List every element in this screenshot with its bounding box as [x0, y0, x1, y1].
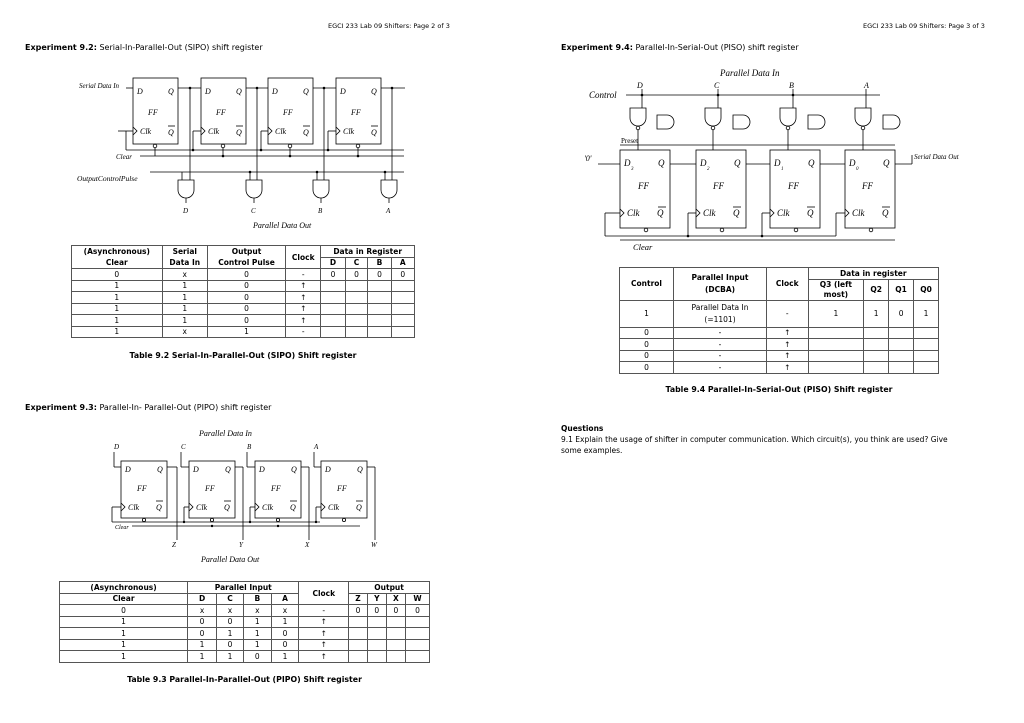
table-cell — [367, 628, 386, 640]
table-cell: 0 — [620, 350, 674, 362]
table-cell: 1 — [271, 651, 299, 663]
pipo-ff3-q: Q — [291, 465, 297, 474]
piso-ff2-ff: FF — [713, 181, 724, 191]
t94-h-q3-1: Q3 (left — [819, 279, 852, 289]
t93-h-x: X — [386, 593, 405, 605]
t94-r1-q0: 1 — [914, 300, 939, 327]
table-cell — [367, 639, 386, 651]
sipo-serial-in-label: Serial Data In — [79, 82, 120, 90]
piso-ff2-clk: Clk — [703, 208, 716, 218]
sipo-output-d: D — [183, 207, 189, 215]
table-cell — [349, 639, 368, 651]
table-cell: 0 — [188, 628, 217, 640]
pipo-input-c: C — [181, 443, 186, 451]
table-cell — [808, 350, 864, 362]
table-cell — [864, 339, 889, 351]
sipo-ff2-ff: FF — [216, 108, 226, 117]
table-cell — [406, 651, 430, 663]
table-cell: 0 — [349, 605, 368, 617]
sipo-ff2-clk: Clk — [208, 127, 220, 136]
table-cell: - — [674, 362, 767, 374]
pipo-ff3-clk: Clk — [262, 503, 274, 512]
table-cell: 0 — [217, 616, 244, 628]
pipo-input-b: B — [247, 443, 252, 451]
table-cell: x — [244, 605, 272, 617]
pipo-ff2-qbar: Q — [224, 503, 230, 512]
t94-h-control: Control — [620, 268, 674, 301]
table-row — [60, 651, 430, 663]
table-cell — [386, 628, 405, 640]
t94-caption: Table 9.4 Parallel-In-Serial-Out (PISO) Shift register — [665, 385, 893, 394]
table-cell: 1 — [271, 616, 299, 628]
table-cell: x — [162, 326, 207, 338]
table-cell — [406, 639, 430, 651]
t94-r1-q2: 1 — [864, 300, 889, 327]
table-cell — [914, 327, 939, 339]
t93-h-b: B — [244, 593, 272, 605]
pipo-ff1-qbar: Q — [156, 503, 162, 512]
question-9-1: 9.1 Explain the usage of shifter in computer communication. Which circuit(s), you think are used? Give — [561, 435, 948, 444]
table-cell: 0 — [406, 605, 430, 617]
pipo-ff2-q: Q — [225, 465, 231, 474]
table-cell: 1 — [60, 628, 188, 640]
table-cell: - — [674, 327, 767, 339]
table-cell: 1 — [244, 616, 272, 628]
sipo-ff2-qbar: Q — [236, 128, 242, 137]
sipo-ff4-clk: Clk — [343, 127, 355, 136]
table-cell — [406, 628, 430, 640]
piso-ff2-d-sub: 2 — [707, 167, 710, 172]
table-cell: 0 — [207, 292, 285, 304]
pipo-ff1-clk: Clk — [128, 503, 140, 512]
sipo-caption: Parallel Data Out — [253, 221, 312, 230]
table-row — [620, 362, 939, 374]
table-cell: 1 — [60, 651, 188, 663]
pipo-ff1-d: D — [125, 465, 131, 474]
t94-h-data: Data in register — [808, 268, 938, 280]
pipo-ff3-d: D — [259, 465, 265, 474]
sipo-ff3-qbar: Q — [303, 128, 309, 137]
t92-h-serial-2: Data In — [169, 258, 201, 267]
table-cell: 1 — [217, 628, 244, 640]
table-row — [620, 300, 939, 327]
table-row — [60, 605, 430, 617]
piso-ff4-d: D — [849, 158, 856, 168]
t94-h-parallel-1: Parallel Input — [691, 272, 749, 282]
table-cell: ↑ — [286, 292, 321, 304]
sipo-ff3-d: D — [272, 87, 278, 96]
t92-h-clear-2: Clear — [105, 258, 128, 267]
sipo-ff4-ff: FF — [351, 108, 361, 117]
piso-ff4-clk: Clk — [852, 208, 865, 218]
t92-h-a: A — [391, 257, 414, 269]
table-cell — [349, 628, 368, 640]
table-cell — [367, 651, 386, 663]
piso-ff1-d: D — [624, 158, 631, 168]
pipo-ff2-d: D — [193, 465, 199, 474]
pipo-ff1-q: Q — [157, 465, 163, 474]
t92-h-data: Data in Register — [321, 246, 415, 258]
sipo-ff1-ff: FF — [148, 108, 158, 117]
pipo-input-d: D — [114, 443, 120, 451]
table-cell: - — [286, 326, 321, 338]
piso-ff2-q: Q — [734, 158, 741, 168]
t94-h-parallel-2: (DCBA) — [704, 284, 736, 294]
table-cell: 1 — [72, 292, 163, 304]
table-cell — [349, 651, 368, 663]
table-cell: 0 — [207, 269, 285, 281]
table-cell: 0 — [391, 269, 414, 281]
pipo-ff1-ff: FF — [137, 484, 147, 493]
table-row — [620, 339, 939, 351]
exp94-heading-label: Experiment 9.4: — [561, 43, 633, 52]
piso-control-label: Control — [589, 90, 617, 100]
table-cell — [808, 362, 864, 374]
table-cell: 0 — [72, 269, 163, 281]
piso-ff1-clk: Clk — [627, 208, 640, 218]
pipo-ff4-clk: Clk — [328, 503, 340, 512]
table-cell — [406, 616, 430, 628]
table-cell: 0 — [188, 616, 217, 628]
piso-preset-label: Preset — [621, 137, 639, 145]
sipo-output-b: B — [318, 207, 323, 215]
table-cell: 0 — [345, 269, 368, 281]
sipo-clear-label: Clear — [116, 153, 132, 161]
piso-ff4-q: Q — [883, 158, 890, 168]
table-cell: ↑ — [299, 616, 349, 628]
table-cell: 0 — [620, 339, 674, 351]
table-cell: 1 — [162, 303, 207, 315]
piso-ff1-q: Q — [658, 158, 665, 168]
table-cell — [914, 362, 939, 374]
pipo-clear-label: Clear — [115, 525, 129, 531]
table-cell: ↑ — [299, 628, 349, 640]
table-cell: - — [674, 350, 767, 362]
t92-h-clear-1: (Asynchronous) — [83, 247, 150, 256]
table-cell — [889, 327, 914, 339]
t92-h-output-2: Control Pulse — [218, 258, 275, 267]
page-header-right: EGCI 233 Lab 09 Shifters: Page 3 of 3 — [863, 22, 985, 30]
t94-r1-parallel-1: Parallel Data In — [691, 302, 749, 312]
t93-h-clock: Clock — [299, 582, 349, 605]
table-cell: x — [162, 269, 207, 281]
pipo-ff3-ff: FF — [271, 484, 281, 493]
piso-ff4-d-sub: 0 — [856, 167, 859, 172]
piso-ff3-ff: FF — [788, 181, 799, 191]
piso-ff1-d-sub: 3 — [631, 167, 634, 172]
table-cell: 1 — [60, 639, 188, 651]
table-cell: 1 — [60, 616, 188, 628]
exp92-heading-label: Experiment 9.2: — [25, 43, 97, 52]
table-cell — [386, 639, 405, 651]
t93-h-y: Y — [367, 593, 386, 605]
table-cell — [864, 350, 889, 362]
table-cell: 0 — [386, 605, 405, 617]
piso-ff2-d: D — [700, 158, 707, 168]
sipo-ff4-qbar: Q — [371, 128, 377, 137]
table-cell: ↑ — [767, 362, 809, 374]
t93-h-a: A — [271, 593, 299, 605]
piso-serial-out-label: Serial Data Out — [914, 153, 959, 161]
table-cell — [889, 362, 914, 374]
pipo-ff2-clk: Clk — [196, 503, 208, 512]
piso-ff3-q: Q — [808, 158, 815, 168]
table-cell: ↑ — [767, 350, 809, 362]
t93-h-d: D — [188, 593, 217, 605]
table-cell: ↑ — [299, 639, 349, 651]
table-cell — [889, 350, 914, 362]
table-cell: ↑ — [767, 327, 809, 339]
sipo-ff4-q: Q — [371, 87, 377, 96]
sipo-ff1-clk: Clk — [140, 127, 152, 136]
table-row — [60, 616, 430, 628]
pipo-output-x: X — [305, 541, 310, 549]
pipo-ff4-q: Q — [357, 465, 363, 474]
piso-ff3-clk: Clk — [777, 208, 790, 218]
table-cell: 0 — [60, 605, 188, 617]
pipo-ff4-qbar: Q — [356, 503, 362, 512]
piso-clear-label: Clear — [633, 242, 653, 252]
t92-caption: Table 9.2 Serial-In-Parallel-Out (SIPO) Shift register — [129, 351, 357, 360]
table-cell: 1 — [162, 292, 207, 304]
pipo-top-caption: Parallel Data In — [199, 429, 252, 438]
table-cell: 1 — [207, 326, 285, 338]
pipo-ff4-d: D — [325, 465, 331, 474]
t93-h-parallel: Parallel Input — [188, 582, 299, 594]
exp93-heading-text: Parallel-In- Parallel-Out (PIPO) shift register — [99, 403, 272, 412]
pipo-ff3-qbar: Q — [290, 503, 296, 512]
table-row — [620, 327, 939, 339]
piso-ff3-d: D — [774, 158, 781, 168]
table-cell — [808, 327, 864, 339]
table-cell — [367, 616, 386, 628]
sipo-output-control-label: OutputControlPulse — [77, 174, 138, 183]
piso-ff3-d-sub: 1 — [781, 167, 784, 172]
piso-input-d: D — [637, 81, 643, 90]
piso-input-a: A — [864, 81, 869, 90]
table-cell: 1 — [72, 303, 163, 315]
piso-zero-label: '0' — [584, 154, 592, 163]
pipo-output-w: W — [371, 541, 377, 549]
table-cell: 0 — [217, 639, 244, 651]
piso-ff2-qbar: Q — [733, 208, 740, 218]
pipo-output-z: Z — [172, 541, 176, 549]
table-cell: 0 — [207, 303, 285, 315]
table-cell: 0 — [368, 269, 391, 281]
table-cell: ↑ — [286, 315, 321, 327]
table-cell — [386, 651, 405, 663]
sipo-ff2-d: D — [205, 87, 211, 96]
table-9-3 — [59, 581, 430, 663]
table-cell — [914, 350, 939, 362]
page-header-left: EGCI 233 Lab 09 Shifters: Page 2 of 3 — [328, 22, 450, 30]
sipo-ff1-qbar: Q — [168, 128, 174, 137]
table-cell: ↑ — [767, 339, 809, 351]
table-cell: 1 — [162, 315, 207, 327]
sipo-output-a: A — [386, 207, 391, 215]
t92-h-c: C — [345, 257, 368, 269]
piso-top-caption: Parallel Data In — [720, 68, 780, 78]
piso-input-c: C — [714, 81, 720, 90]
table-row — [60, 639, 430, 651]
table-cell: 0 — [244, 651, 272, 663]
table-row — [620, 350, 939, 362]
pipo-caption: Parallel Data Out — [201, 555, 260, 564]
pipo-input-a: A — [314, 443, 319, 451]
t94-h-q3-2: most) — [823, 289, 849, 299]
table-cell — [864, 362, 889, 374]
sipo-ff3-q: Q — [303, 87, 309, 96]
table-cell — [864, 327, 889, 339]
t92-h-clock: Clock — [286, 246, 321, 269]
table-cell — [889, 339, 914, 351]
t94-r1-parallel-2: (=1101) — [704, 314, 736, 324]
t93-h-clear-1: (Asynchronous) — [60, 582, 188, 594]
t94-r1-q3: 1 — [808, 300, 864, 327]
table-cell — [386, 616, 405, 628]
exp92-heading-text: Serial-In-Parallel-Out (SIPO) shift register — [99, 43, 263, 52]
pipo-ff4-ff: FF — [337, 484, 347, 493]
sipo-output-c: C — [251, 207, 256, 215]
table-cell: - — [286, 269, 321, 281]
t92-h-output-1: Output — [231, 247, 262, 256]
table-cell: 0 — [271, 628, 299, 640]
t93-caption: Table 9.3 Parallel-In-Parallel-Out (PIPO) Shift register — [127, 675, 362, 684]
table-cell: - — [299, 605, 349, 617]
table-cell: 0 — [620, 362, 674, 374]
t94-h-q0: Q0 — [914, 279, 939, 300]
table-cell: ↑ — [286, 280, 321, 292]
pipo-ff2-ff: FF — [205, 484, 215, 493]
t94-h-q1: Q1 — [889, 279, 914, 300]
piso-circuit-diagram — [0, 0, 1024, 260]
t92-h-serial-1: Serial — [172, 247, 197, 256]
sipo-ff2-q: Q — [236, 87, 242, 96]
table-cell: ↑ — [299, 651, 349, 663]
table-cell: 1 — [162, 280, 207, 292]
t94-h-q2: Q2 — [864, 279, 889, 300]
table-cell: 0 — [207, 315, 285, 327]
table-cell: 1 — [188, 651, 217, 663]
t94-r1-q1: 0 — [889, 300, 914, 327]
table-cell: 1 — [217, 651, 244, 663]
sipo-ff4-d: D — [340, 87, 346, 96]
table-row — [60, 628, 430, 640]
table-cell — [914, 339, 939, 351]
table-cell: - — [674, 339, 767, 351]
t93-h-c: C — [217, 593, 244, 605]
table-cell: 1 — [72, 280, 163, 292]
table-cell — [349, 616, 368, 628]
exp94-heading-text: Parallel-In-Serial-Out (PISO) shift register — [635, 43, 799, 52]
t93-h-z: Z — [349, 593, 368, 605]
sipo-ff3-clk: Clk — [275, 127, 287, 136]
table-cell: 1 — [244, 628, 272, 640]
questions-title: Questions — [561, 424, 604, 433]
questions-section — [561, 423, 1001, 456]
t93-h-output: Output — [349, 582, 430, 594]
t92-h-b: B — [368, 257, 391, 269]
table-cell: x — [188, 605, 217, 617]
piso-ff1-ff: FF — [638, 181, 649, 191]
piso-ff1-qbar: Q — [657, 208, 664, 218]
t94-h-clock: Clock — [767, 268, 809, 301]
t92-h-d: D — [321, 257, 345, 269]
piso-ff4-qbar: Q — [882, 208, 889, 218]
table-cell: 0 — [271, 639, 299, 651]
pipo-output-y: Y — [239, 541, 243, 549]
table-cell: 0 — [321, 269, 345, 281]
table-cell: 1 — [188, 639, 217, 651]
table-cell: 0 — [367, 605, 386, 617]
table-9-4 — [619, 267, 939, 374]
sipo-ff1-q: Q — [168, 87, 174, 96]
table-cell: 0 — [620, 327, 674, 339]
table-cell: 0 — [207, 280, 285, 292]
t94-r1-control: 1 — [620, 300, 674, 327]
t93-h-w: W — [406, 593, 430, 605]
table-cell: 1 — [72, 315, 163, 327]
table-cell: x — [217, 605, 244, 617]
piso-ff3-qbar: Q — [807, 208, 814, 218]
sipo-ff1-d: D — [137, 87, 143, 96]
table-cell: x — [271, 605, 299, 617]
piso-ff4-ff: FF — [862, 181, 873, 191]
question-9-1-cont: some examples. — [561, 446, 623, 455]
table-cell: 1 — [72, 326, 163, 338]
t94-r1-clock: - — [767, 300, 809, 327]
table-cell — [808, 339, 864, 351]
exp93-heading-label: Experiment 9.3: — [25, 403, 97, 412]
table-cell: ↑ — [286, 303, 321, 315]
piso-input-b: B — [789, 81, 794, 90]
sipo-ff3-ff: FF — [283, 108, 293, 117]
t93-h-clear-2: Clear — [60, 593, 188, 605]
table-cell: 1 — [244, 639, 272, 651]
